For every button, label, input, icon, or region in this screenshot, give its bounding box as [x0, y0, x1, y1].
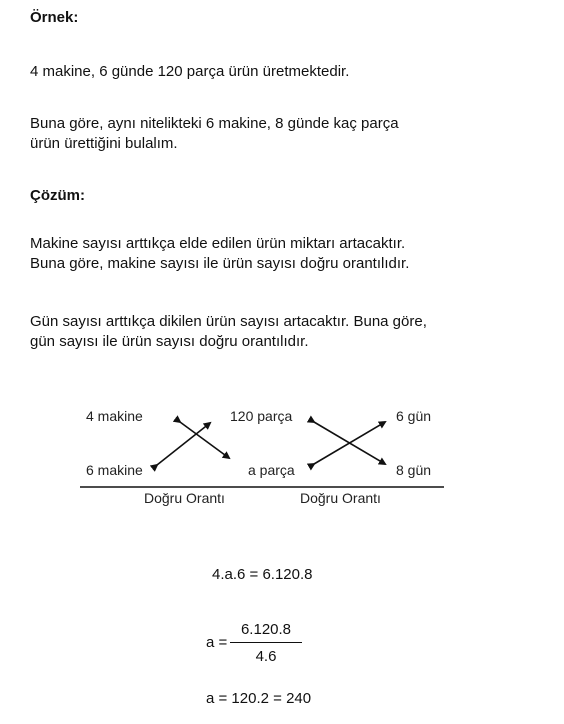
example-heading: Örnek:: [30, 9, 79, 26]
equation-3: a = 120.2 = 240: [206, 690, 312, 707]
solution-paragraph-1-line-2: Buna göre, makine sayısı ile ürün sayısı doğru orantılıdır.: [30, 255, 410, 272]
label-top-right: 6 gün: [396, 408, 432, 424]
label-bottom-right: 8 gün: [396, 462, 432, 478]
fraction-numerator: 6.120.8: [240, 621, 292, 638]
label-bottom-left: 6 makine: [86, 462, 143, 478]
caption-right: Doğru Orantı: [300, 490, 381, 506]
label-top-middle: 120 parça: [230, 408, 293, 424]
equation-2-prefix: a =: [206, 634, 228, 651]
example-question-line-2: ürün ürettiğini bulalım.: [30, 135, 178, 152]
fraction-denominator: 4.6: [255, 648, 277, 665]
label-top-left: 4 makine: [86, 408, 143, 424]
arrow-makine-parca-2: [157, 423, 210, 465]
solution-paragraph-2-line-2: gün sayısı ile ürün sayısı doğru orantılıdır.: [30, 333, 309, 350]
caption-left: Doğru Orantı: [144, 490, 225, 506]
solution-paragraph-1-line-1: Makine sayısı arttıkça elde edilen ürün miktarı artacaktır.: [30, 235, 406, 252]
proportion-diagram: [0, 392, 564, 522]
solution-heading: Çözüm:: [30, 187, 85, 204]
equation-1: 4.a.6 = 6.120.8: [212, 566, 313, 583]
solution-paragraph-2-line-1: Gün sayısı arttıkça dikilen ürün sayısı artacaktır. Buna göre,: [30, 313, 427, 330]
equation-2-fraction: [230, 620, 302, 667]
example-statement: 4 makine, 6 günde 120 parça ürün üretmektedir.: [30, 63, 350, 80]
example-question-line-1: Buna göre, aynı nitelikteki 6 makine, 8 günde kaç parça: [30, 115, 399, 132]
fraction-bar: [230, 642, 302, 643]
label-bottom-middle: a parça: [248, 462, 295, 478]
